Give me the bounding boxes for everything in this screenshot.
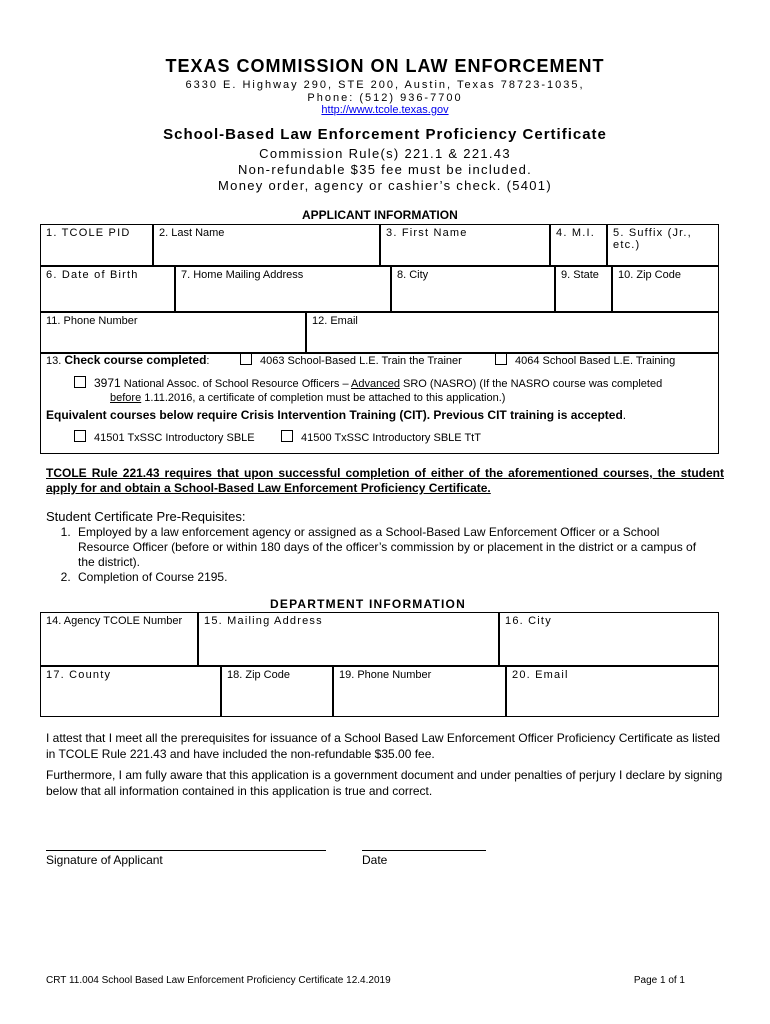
footer-page-number: Page 1 of 1 <box>633 975 685 986</box>
date-label: Date <box>362 853 388 867</box>
signature-line[interactable] <box>46 850 326 851</box>
date-of-birth-label: 6. Date of Birth <box>46 269 139 281</box>
phone-number-field[interactable] <box>40 312 306 353</box>
course-4064-label: 4064 School Based L.E. Training <box>515 355 676 367</box>
middle-initial-field[interactable] <box>550 224 607 266</box>
mailing-address-label: 15. Mailing Address <box>204 615 323 627</box>
department-email-field[interactable] <box>506 666 719 717</box>
equivalent-note-period: . <box>622 408 627 422</box>
org-website-link[interactable]: http://www.tcole.texas.gov <box>321 104 449 116</box>
state-field[interactable] <box>555 266 612 312</box>
course-41500-checkbox[interactable] <box>281 430 293 442</box>
course-completed-label <box>46 353 209 367</box>
city-field[interactable] <box>391 266 555 312</box>
course-41500-option[interactable] <box>281 430 481 445</box>
prereq-item: 1. Employed by a law enforcement agency or assigned as a School-Based Law Enforcement Officer or a School Resource Officer (before or within 180 days of the officer’s commission by or placement in the district or a campus of the district). <box>74 525 710 570</box>
course-4063-option[interactable] <box>240 353 462 367</box>
footer-form-id: CRT 11.004 School Based Law Enforcement Proficiency Certificate 12.4.2019 <box>46 975 391 986</box>
check-course-completed-text: Check course completed <box>64 353 207 367</box>
course-3971-checkbox[interactable] <box>74 376 86 388</box>
last-name-label: 2. Last Name <box>159 227 225 239</box>
last-name-field[interactable] <box>153 224 380 266</box>
city-label: 8. City <box>397 269 429 281</box>
department-zip-label: 18. Zip Code <box>227 669 290 681</box>
course-4063-checkbox[interactable] <box>240 353 252 365</box>
zip-code-field[interactable] <box>612 266 719 312</box>
prereq-title: Student Certificate Pre-Requisites: <box>46 509 246 524</box>
fee-notice: Non-refundable $35 fee must be included. <box>237 162 533 177</box>
rule-221-43-note: TCOLE Rule 221.43 requires that upon successful completion of either of the aforementioned courses, the student apply for and obtain a School-Based Law Enforcement Proficiency Certificate. <box>46 466 724 495</box>
field-13-number: 13. <box>46 355 65 367</box>
date-of-birth-field[interactable] <box>40 266 175 312</box>
course-3971-advanced: Advanced <box>351 378 400 390</box>
state-label: 9. State <box>561 269 599 281</box>
course-3971-before: before <box>110 392 142 404</box>
signature-label: Signature of Applicant <box>46 853 163 867</box>
middle-initial-label: 4. M.I. <box>556 227 595 239</box>
county-label: 17. County <box>46 669 112 681</box>
course-3971-text-a: National Assoc. of School Resource Officers – <box>120 378 352 390</box>
department-zip-field[interactable] <box>221 666 333 717</box>
first-name-field[interactable] <box>380 224 550 266</box>
org-phone: Phone: (512) 936-7700 <box>307 92 463 104</box>
department-city-field[interactable] <box>499 612 719 666</box>
course-4063-label: 4063 School-Based L.E. Train the Trainer <box>260 355 462 367</box>
equivalent-note-text: Equivalent courses below require Crisis Intervention Training (CIT). Previous CIT training is accepted <box>46 408 623 422</box>
home-address-field[interactable] <box>175 266 391 312</box>
course-3971-option[interactable] <box>74 376 662 391</box>
suffix-label: 5. Suffix (Jr., etc.) <box>613 227 692 251</box>
org-address: 6330 E. Highway 290, STE 200, Austin, Texas 78723-1035, <box>185 79 585 91</box>
agency-tcole-number-label: 14. Agency TCOLE Number <box>46 615 183 627</box>
course-41501-label: 41501 TxSSC Introductory SBLE <box>94 432 255 444</box>
department-phone-field[interactable] <box>333 666 506 717</box>
email-field[interactable] <box>306 312 719 353</box>
phone-number-label: 11. Phone Number <box>46 315 138 327</box>
course-3971-text-c: 1.11.2016, a certificate of completion must be attached to this application.) <box>141 392 506 404</box>
course-41501-option[interactable] <box>74 430 255 445</box>
tcole-pid-field[interactable] <box>40 224 153 266</box>
email-label: 12. Email <box>312 315 358 327</box>
department-section-title: DEPARTMENT INFORMATION <box>270 597 466 611</box>
date-line[interactable] <box>362 850 486 851</box>
first-name-label: 3. First Name <box>386 227 468 239</box>
mailing-address-field[interactable] <box>198 612 499 666</box>
department-phone-label: 19. Phone Number <box>339 669 432 681</box>
tcole-pid-label: 1. TCOLE PID <box>46 227 131 239</box>
course-3971-text-b: SRO (NASRO) (If the NASRO course was completed <box>399 378 663 390</box>
home-address-label: 7. Home Mailing Address <box>181 269 304 281</box>
agency-tcole-number-field[interactable] <box>40 612 198 666</box>
suffix-field[interactable] <box>607 224 719 266</box>
prereq-list-wrap <box>28 525 710 585</box>
county-field[interactable] <box>40 666 221 717</box>
field-13-colon: : <box>206 355 210 367</box>
course-3971-number: 3971 <box>94 376 121 390</box>
course-4064-option[interactable] <box>495 353 675 367</box>
commission-rules: Commission Rule(s) 221.1 & 221.43 <box>259 146 511 161</box>
payment-notice: Money order, agency or cashier’s check. (5401) <box>218 178 552 193</box>
applicant-section-title: APPLICANT INFORMATION <box>302 208 458 222</box>
certificate-title: School-Based Law Enforcement Proficiency Certificate <box>163 126 607 143</box>
course-41500-label: 41500 TxSSC Introductory SBLE TtT <box>301 432 481 444</box>
course-3971-note <box>110 391 505 405</box>
department-city-label: 16. City <box>505 615 552 627</box>
attest-paragraph-1: I attest that I meet all the prerequisites for issuance of a School Based Law Enforcement Officer Proficiency Certificate as listed in TCOLE Rule 221.43 and have included the non-refundable $35.00 fee. <box>46 731 721 761</box>
course-4064-checkbox[interactable] <box>495 353 507 365</box>
org-title: TEXAS COMMISSION ON LAW ENFORCEMENT <box>165 56 605 76</box>
prereq-item: 2. Completion of Course 2195. <box>74 570 710 585</box>
equivalent-courses-note <box>46 408 626 423</box>
prereq-list <box>28 525 710 585</box>
department-email-label: 20. Email <box>512 669 569 681</box>
zip-code-label: 10. Zip Code <box>618 269 681 281</box>
attest-paragraph-2: Furthermore, I am fully aware that this application is a government document and under penalties of perjury I declare by signing below that all information contained in this application is true and correct. <box>46 768 723 798</box>
course-41501-checkbox[interactable] <box>74 430 86 442</box>
